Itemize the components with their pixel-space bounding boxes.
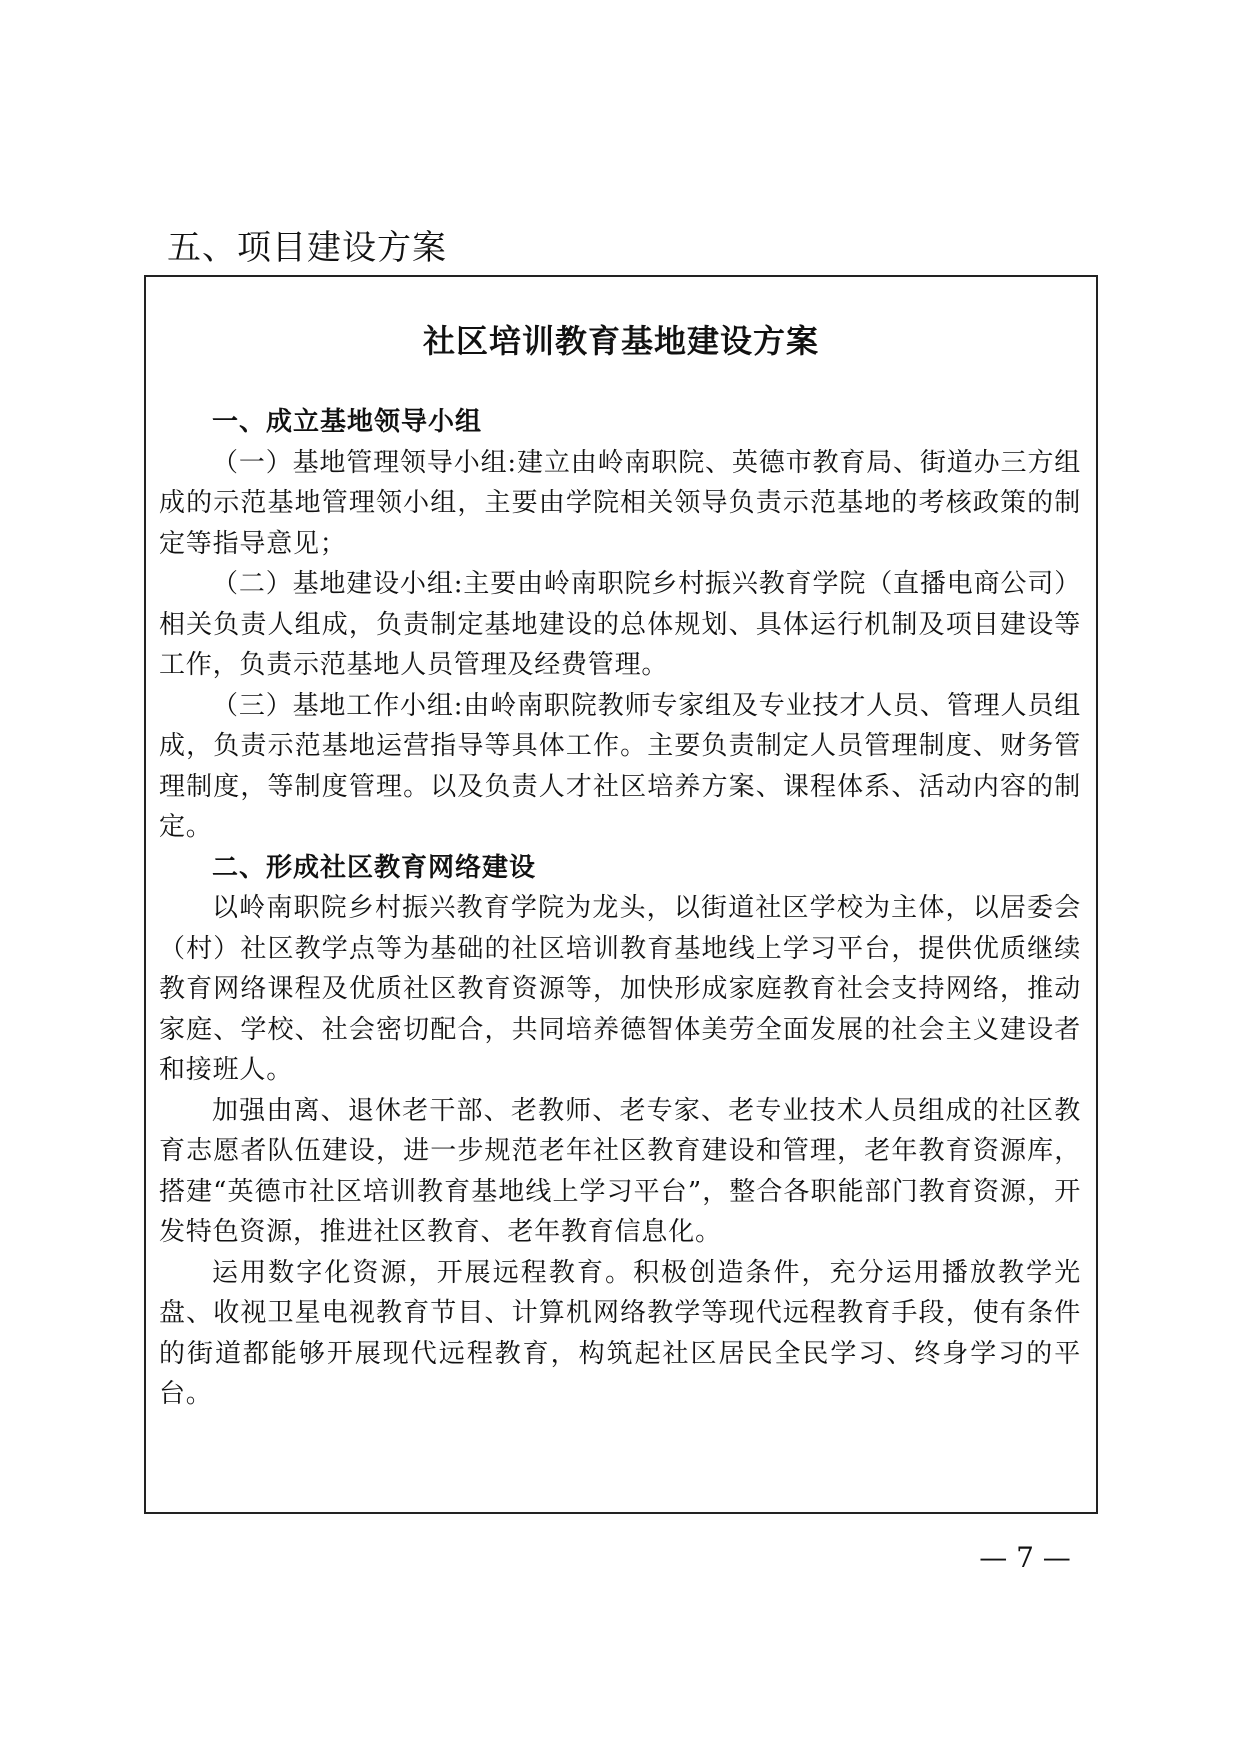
content-box <box>144 275 1098 1514</box>
paragraph-management-group: （一）基地管理领导小组:建立由岭南职院、英德市教育局、街道办三方组成的示范基地管理领小组，主要由学院相关领导负责示范基地的考核政策的制定等指导意见； <box>159 447 1081 559</box>
page-number: — 7 — <box>979 1541 1071 1574</box>
body-text <box>159 402 1081 1415</box>
paragraph-construction-group: （二）基地建设小组:主要由岭南职院乡村振兴教育学院（直播电商公司）相关负责人组成，负责制定基地建设的总体规划、具体运行机制及项目建设等工作，负责示范基地人员管理及经费管理。 <box>159 569 1081 680</box>
paragraph-network-platform: 以岭南职院乡村振兴教育学院为龙头，以街道社区学校为主体，以居委会（村）社区教学点等为基础的社区培训教育基地线上学习平台，提供优质继续教育网络课程及优质社区教育资源等，加快形成家庭教育社会支持网络，推动家庭、学校、社会密切配合，共同培养德智体美劳全面发展的社会主义建设者和接班人。 <box>159 893 1081 1085</box>
document-title: 社区培训教育基地建设方案 <box>422 322 819 360</box>
paragraph-remote-education: 运用数字化资源，开展远程教育。积极创造条件，充分运用播放教学光盘、收视卫星电视教育节目、计算机网络教学等现代远程教育手段，使有条件的街道都能够开展现代远程教育，构筑起社区居民全民学习、终身学习的平台。 <box>159 1257 1081 1409</box>
subheading-leadership-group: 一、成立基地领导小组 <box>212 407 483 437</box>
section-heading: 五、项目建设方案 <box>167 228 447 268</box>
paragraph-work-group: （三）基地工作小组:由岭南职院教师专家组及专业技才人员、管理人员组成，负责示范基地运营指导等具体工作。主要负责制定人员管理制度、财务管理制度，等制度管理。以及负责人才社区培养方案、课程体系、活动内容的制定。 <box>159 690 1081 842</box>
paragraph-volunteers: 加强由离、退休老干部、老教师、老专家、老专业技术人员组成的社区教育志愿者队伍建设，进一步规范老年社区教育建设和管理，老年教育资源库，搭建“英德市社区培训教育基地线上学习平台”，整合各职能部门教育资源，开发特色资源，推进社区教育、老年教育信息化。 <box>159 1095 1081 1247</box>
subheading-education-network: 二、形成社区教育网络建设 <box>212 852 537 883</box>
